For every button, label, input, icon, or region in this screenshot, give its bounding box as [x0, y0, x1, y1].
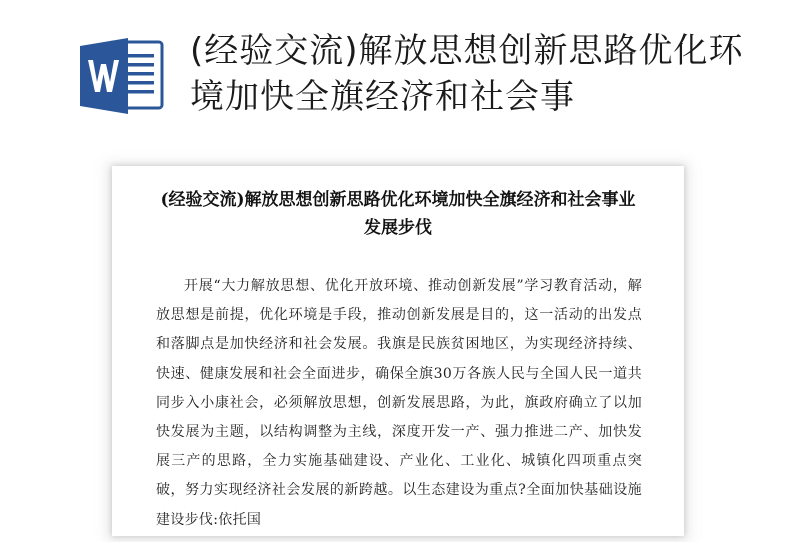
header	[0, 0, 800, 140]
header-title: (经验交流)解放思想创新思路优化环境加快全旗经济和社会事	[190, 31, 744, 117]
document-page	[112, 166, 684, 536]
document-paragraph: 开展“大力解放思想、优化开放环境、推动创新发展”学习教育活动，解放思想是前提，优化环境是手段，推动创新发展是目的，这一活动的出发点和落脚点是加快经济和社会发展。我旗是民族贫困地区，为实现经济持续、快速、健康发展和社会全面进步，确保全旗30万各族人民与全国人民一道共同步入小康社会，必须解放思想，创新发展思路，为此，旗政府确立了以加快发展为主题，以结构调整为主线，深度开发一产、强力推进二产、加快发展三产的思路，全力实施基础建设、产业化、工业化、城镇化四项重点突破，努力实现经济社会发展的新跨越。以生态建设为重点?全面加快基础设施建设步伐:依托国	[156, 278, 642, 528]
word-document-icon	[76, 36, 166, 116]
document-title: (经验交流)解放思想创新思路优化环境加快全旗经济和社会事业发展步伐	[160, 190, 636, 238]
document-body	[156, 272, 642, 535]
